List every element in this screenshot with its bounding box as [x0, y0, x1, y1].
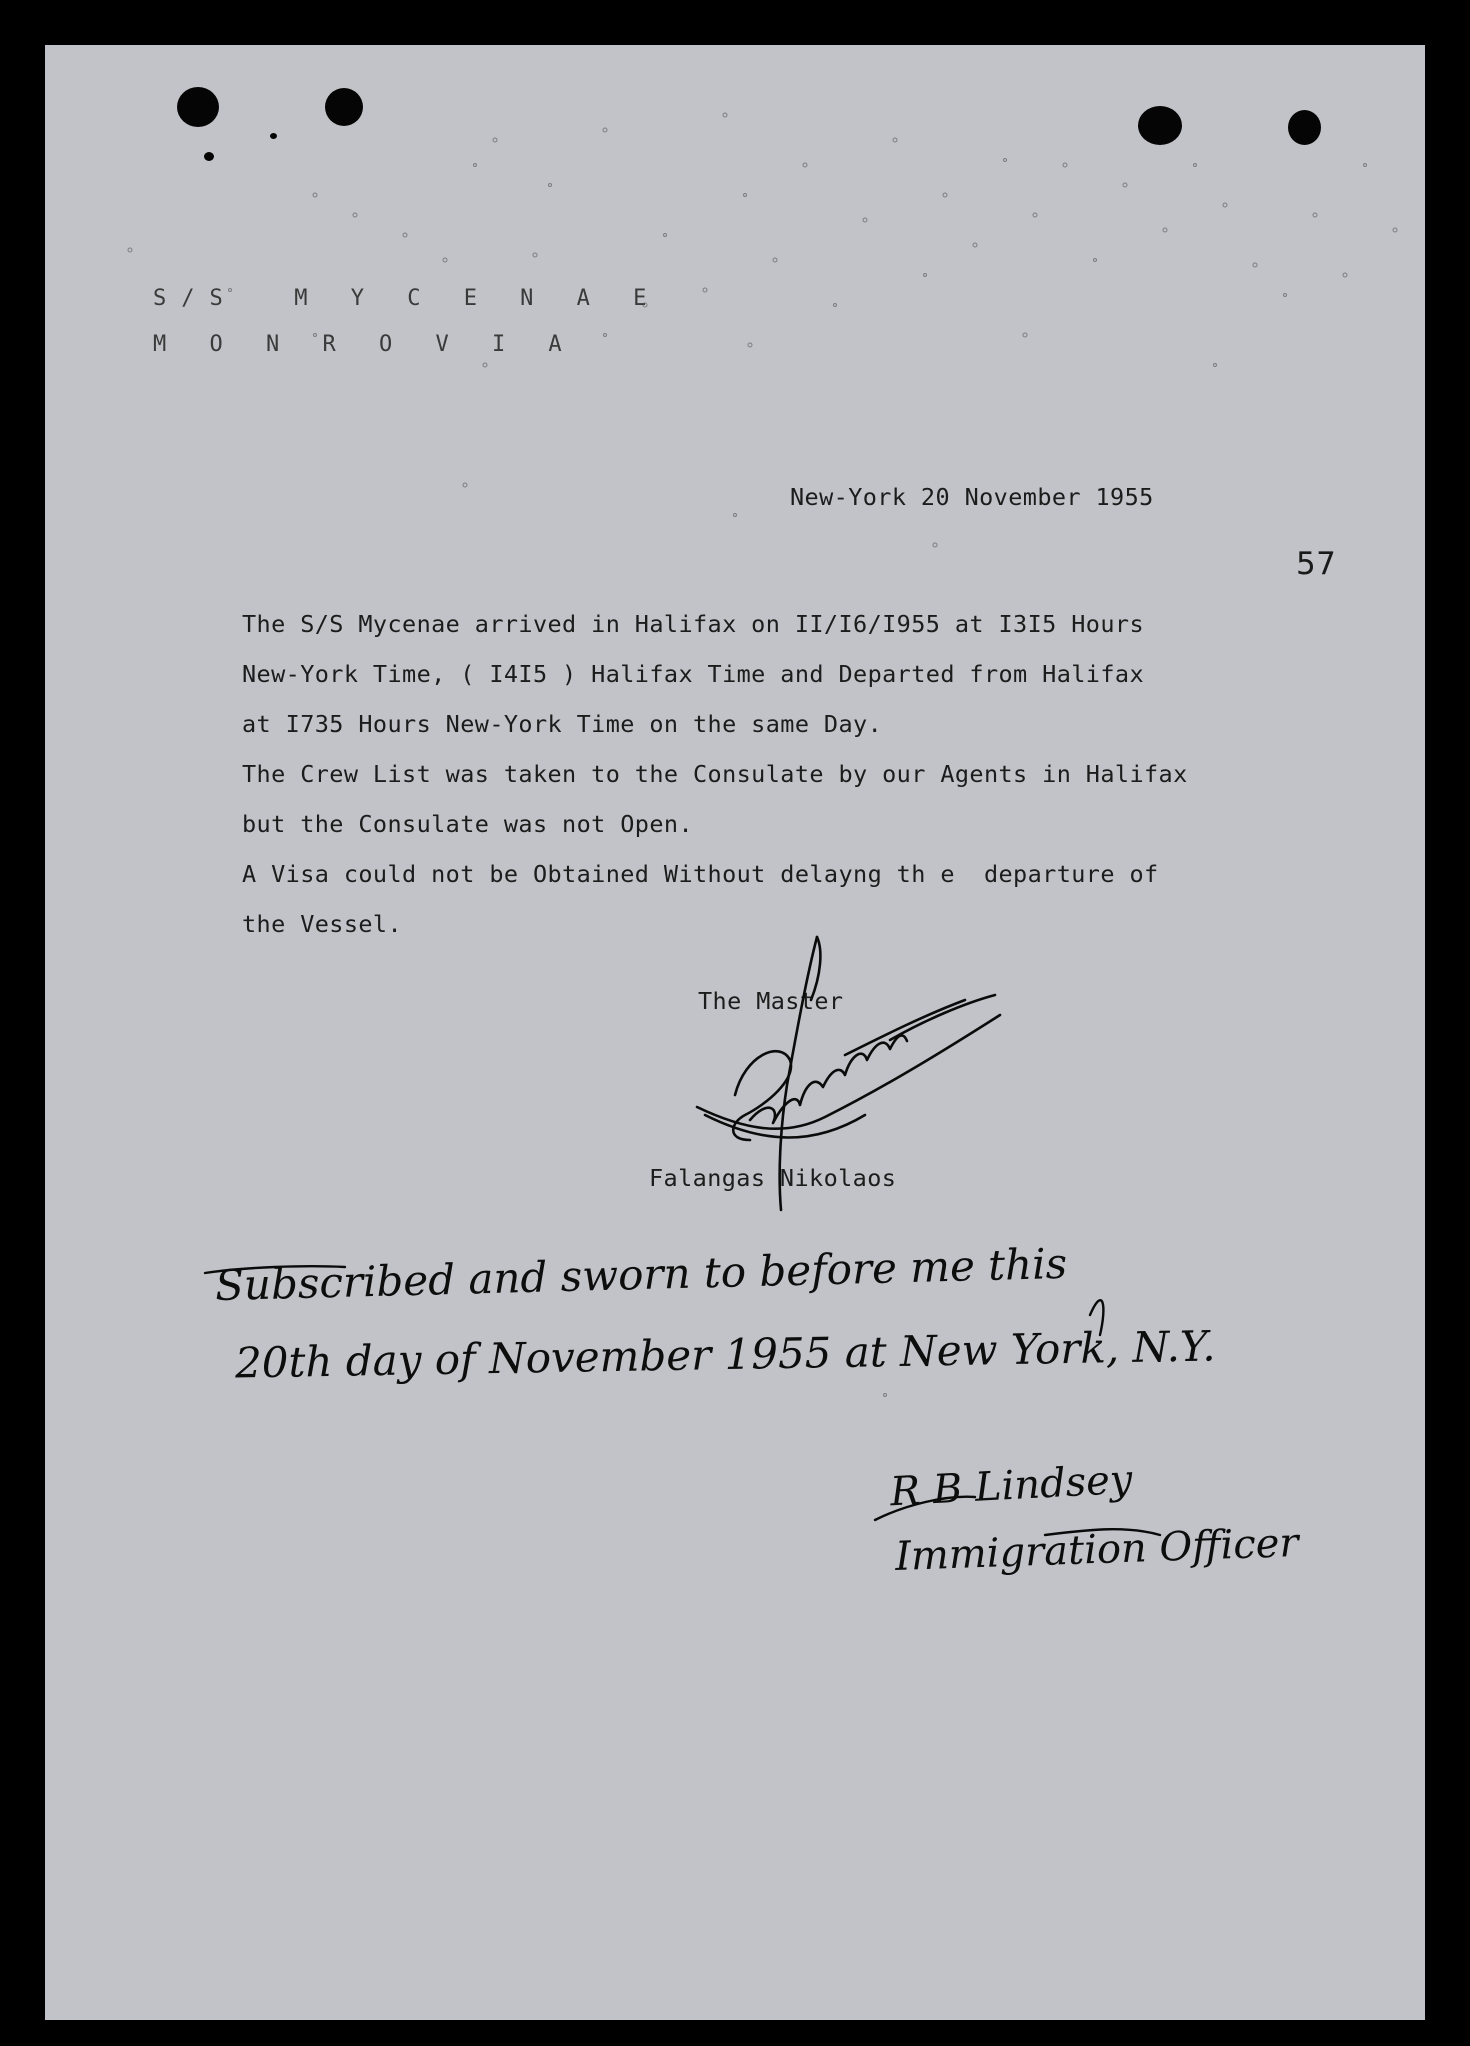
- officer-signature-title: Immigration Officer: [894, 1519, 1300, 1581]
- handwritten-oath-line-1: Subscribed and sworn to before me this: [214, 1238, 1068, 1311]
- body-line: A Visa could not be Obtained Without delayng th e departure of: [242, 860, 1159, 888]
- body-line: but the Consulate was not Open.: [242, 810, 693, 838]
- letterhead-ship-name: S/S M Y C E N A E: [153, 286, 662, 311]
- letterhead-port: M O N R O V I A: [153, 332, 577, 357]
- document-page: [45, 45, 1425, 2020]
- body-line: New-York Time, ( I4I5 ) Halifax Time and Departed from Halifax: [242, 660, 1144, 688]
- body-line: the Vessel.: [242, 910, 403, 938]
- date-line: New-York 20 November 1955: [790, 483, 1154, 511]
- officer-signature-name: R B Lindsey: [888, 1456, 1134, 1516]
- handwritten-oath-line-2: 20th day of November 1955 at New York, N.Y.: [234, 1321, 1216, 1388]
- body-line: The S/S Mycenae arrived in Halifax on II/I6/I955 at I3I5 Hours: [242, 610, 1144, 638]
- body-line: The Crew List was taken to the Consulate by our Agents in Halifax: [242, 760, 1188, 788]
- signature-title: The Master: [698, 987, 844, 1015]
- signatory-name: Falangas Nikolaos: [649, 1164, 897, 1192]
- notary-handwriting: [45, 45, 1425, 2020]
- body-line: at I735 Hours New-York Time on the same Day.: [242, 710, 883, 738]
- page-number: 57: [1296, 546, 1337, 582]
